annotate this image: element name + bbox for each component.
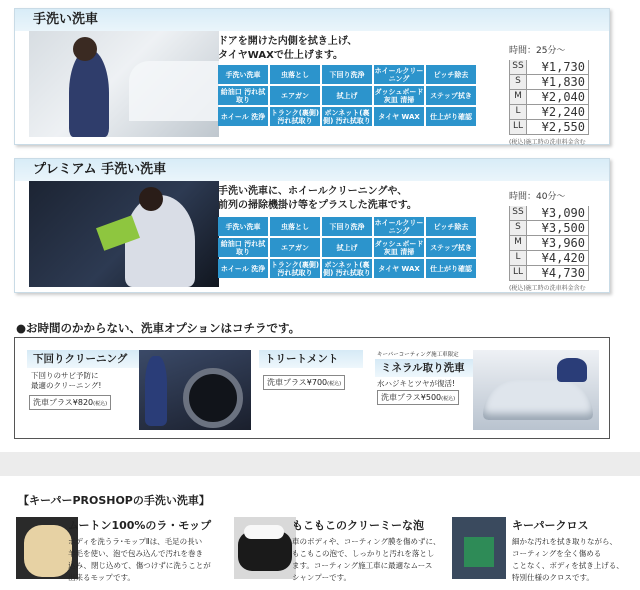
foam-text (292, 536, 441, 584)
text-line: ます。コーティング施工車に最適なムース (292, 561, 433, 570)
size-label: SS (510, 60, 527, 74)
service-cell: 虫落とし (270, 65, 320, 84)
service-cell: タイヤ WAX (374, 107, 424, 126)
premium-wash-description (218, 185, 508, 213)
hand-wash-description (218, 35, 508, 63)
premium-wash-title: プレミアム 手洗い洗車 (15, 159, 609, 181)
service-cell: ホイール 洗浄 (218, 259, 268, 278)
text-line: 最適のクリーニング! (31, 381, 102, 390)
service-cell: ダッシュボード 灰皿 清掃 (374, 239, 424, 256)
size-label: LL (510, 266, 527, 280)
keeper-heading: 【キーパーPROSHOPの手洗い洗車】 (18, 494, 210, 507)
tax-note: (税込) (441, 396, 456, 402)
price-row (509, 236, 589, 251)
text-line: 込み、閉じ込めて、傷つけずに洗うことが (68, 561, 211, 570)
hand-wash-photo (29, 31, 219, 137)
price-value: ¥4,420 (541, 251, 585, 265)
options-box (14, 337, 610, 439)
service-cell: 拭上げ (322, 238, 372, 257)
service-cell: トランク(裏側) 汚れ拭取り (270, 108, 320, 125)
service-cell: ステップ拭き (426, 86, 476, 105)
tax-note: (税込) (93, 401, 108, 407)
service-cell: ホイールクリーニング (374, 66, 424, 83)
text-line: 細かな汚れを拭き取りながら、 (512, 537, 617, 546)
underbody-price (29, 395, 111, 410)
premium-wash-photo (29, 181, 219, 287)
size-label: L (510, 105, 527, 119)
text-line: コーティングを全く傷める (512, 549, 602, 558)
service-cell: ピッチ除去 (426, 217, 476, 236)
service-cell: エアガン (270, 238, 320, 257)
divider-band (0, 452, 640, 476)
desc-line: 前列の掃除機掛け等をプラスした洗車です。 (218, 200, 417, 211)
service-cell: トランク(裏側) 汚れ拭取り (270, 260, 320, 277)
text-line: 下回りのサビ予防に (31, 371, 99, 380)
price-row (509, 90, 589, 105)
price-value: ¥4,730 (541, 266, 585, 280)
service-cell: ボンネット(裏側) 汚れ拭取り (323, 260, 371, 277)
mineral-text: 水ハジキとツヤが復活! (377, 379, 456, 388)
size-label: L (510, 251, 527, 265)
price-text: 洗車プラス¥700 (267, 378, 328, 387)
text-line: ことなく、ボディを拭き上げる、 (512, 561, 624, 570)
mineral-price (377, 390, 459, 405)
cloth-text (512, 536, 624, 584)
price-value: ¥3,500 (541, 221, 585, 235)
price-text: 洗車プラス¥820 (33, 398, 94, 407)
desc-line: 手洗い洗車に、ホイールクリーニングや、 (218, 186, 408, 197)
price-row (509, 251, 589, 266)
size-label: S (510, 221, 527, 235)
hand-wash-panel (14, 8, 610, 145)
service-cell: ホイール 洗浄 (218, 107, 268, 126)
underbody-photo (139, 350, 251, 430)
price-value: ¥1,830 (541, 75, 585, 89)
price-row (509, 120, 589, 135)
underbody-text (31, 371, 101, 391)
size-label: M (510, 90, 527, 104)
price-value: ¥3,960 (541, 236, 585, 250)
service-cell: 拭上げ (322, 86, 372, 105)
price-row (509, 221, 589, 236)
price-row (509, 60, 589, 75)
price-text: 洗車プラス¥500 (381, 393, 442, 402)
price-value: ¥2,550 (541, 120, 585, 134)
service-grid (218, 217, 476, 278)
cloth-photo (452, 517, 506, 579)
service-cell: ステップ拭き (426, 238, 476, 257)
treatment-price (263, 375, 345, 390)
premium-wash-panel (14, 158, 610, 293)
underbody-title: 下回りクリーニング (27, 350, 139, 368)
duration: 時間：40分～ (509, 192, 566, 202)
size-label: M (510, 236, 527, 250)
price-value: ¥2,040 (541, 90, 585, 104)
service-cell: 仕上がり確認 (426, 259, 476, 278)
text-line: 特別仕様のクロスです。 (512, 573, 594, 582)
service-cell: 下回り洗浄 (322, 217, 372, 236)
service-cell: 給油口 汚れ拭取り (218, 86, 268, 105)
service-cell: 下回り洗浄 (322, 65, 372, 84)
duration: 時間：25分～ (509, 46, 566, 56)
price-row (509, 206, 589, 221)
price-row (509, 266, 589, 281)
service-cell: エアガン (270, 86, 320, 105)
price-value: ¥1,730 (541, 60, 585, 74)
tax-note: (税込) (327, 381, 342, 387)
service-cell: ピッチ除去 (426, 65, 476, 84)
size-label: S (510, 75, 527, 89)
price-value: ¥2,240 (541, 105, 585, 119)
price-value: ¥3,090 (541, 206, 585, 220)
foam-title: もこもこのクリーミーな泡 (292, 519, 424, 532)
price-table (509, 43, 589, 146)
desc-line: ドアを開けた内側を拭き上げ、 (218, 36, 358, 47)
options-heading: ●お時間のかからない、洗車オプションはコチラです。 (16, 321, 301, 335)
service-cell: 給油口 汚れ拭取り (218, 238, 268, 257)
text-line: 出来るモップです。 (68, 573, 135, 582)
price-row (509, 75, 589, 90)
service-cell: ボンネット(裏側) 汚れ拭取り (323, 108, 371, 125)
service-cell: 仕上がり確認 (426, 107, 476, 126)
service-cell: 手洗い洗車 (218, 217, 268, 236)
treatment-title: トリートメント (259, 350, 363, 368)
price-row (509, 105, 589, 120)
service-cell: ダッシュボード 灰皿 清掃 (374, 87, 424, 104)
size-label: SS (510, 206, 527, 220)
mop-title: ムートン100%のラ・モップ (68, 519, 212, 532)
text-line: ボディを洗うラ･モップⅡは、毛足の長い (68, 537, 203, 546)
price-note: (税込)施工時の洗車料金含む (509, 285, 586, 292)
desc-line: タイヤWAXで仕上げます。 (218, 50, 344, 61)
text-line: もこもこの泡で、しっかりと汚れを落とし (292, 549, 435, 558)
text-line: 車のボディや、コーティング膜を傷めずに、 (292, 537, 441, 546)
price-note: (税込)施工時の洗車料金含む (509, 139, 586, 146)
mineral-title: ミネラル取り洗車 (375, 359, 473, 377)
mop-text (68, 536, 211, 584)
foam-photo (234, 517, 296, 579)
service-cell: 虫落とし (270, 217, 320, 236)
text-line: シャンプーです。 (292, 573, 352, 582)
text-line: 羊毛を使い、泡で包み込んで汚れを巻き (68, 549, 203, 558)
size-label: LL (510, 120, 527, 134)
price-table (509, 189, 589, 292)
mineral-pre: キーパーコーティング施工車限定 (377, 352, 459, 358)
service-grid (218, 65, 476, 126)
cloth-title: キーパークロス (512, 519, 589, 532)
mineral-photo (473, 350, 599, 430)
service-cell: ホイールクリーニング (374, 218, 424, 235)
service-cell: タイヤ WAX (374, 259, 424, 278)
service-cell: 手洗い洗車 (218, 65, 268, 84)
hand-wash-title: 手洗い洗車 (15, 9, 609, 31)
